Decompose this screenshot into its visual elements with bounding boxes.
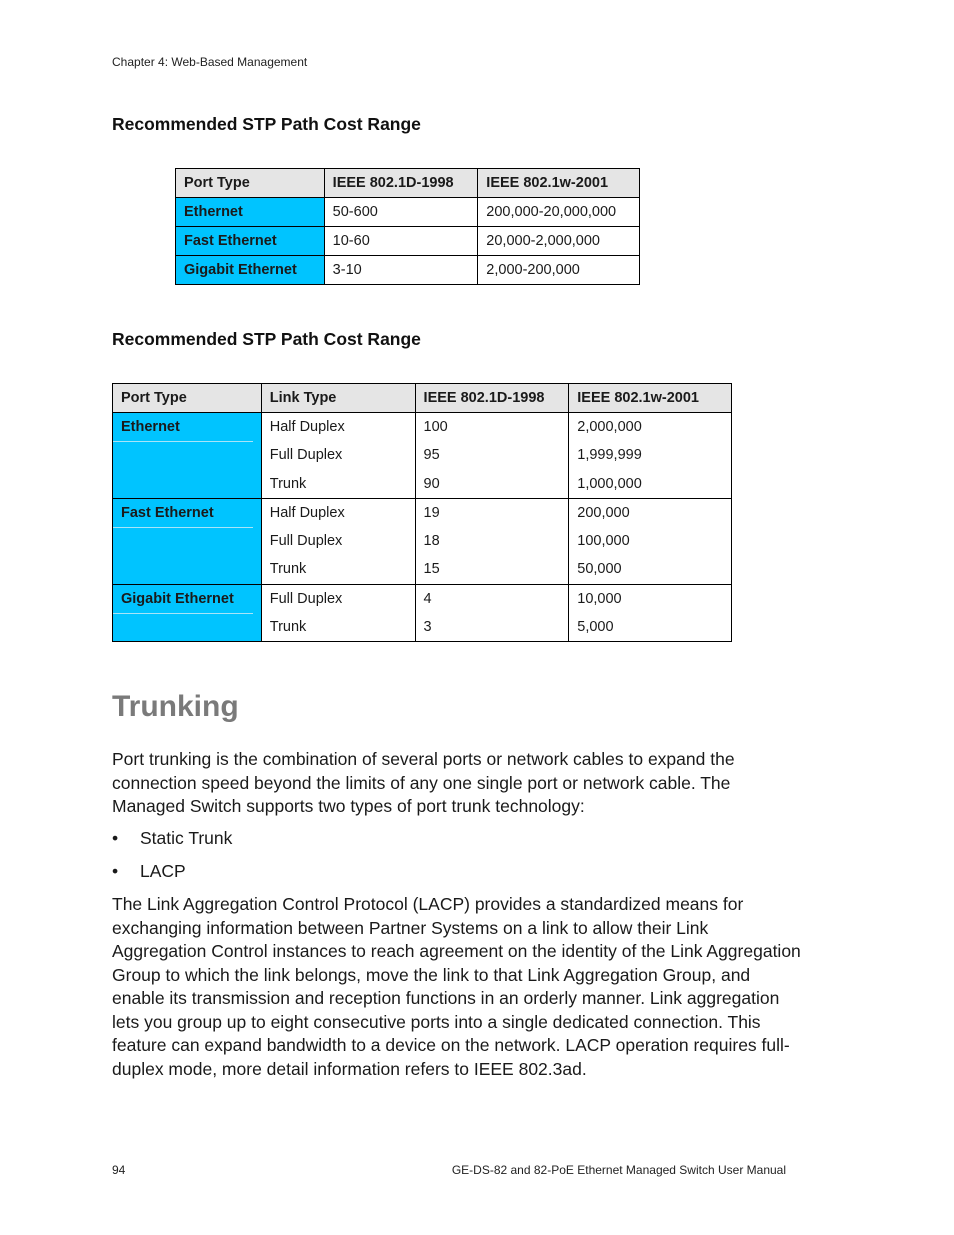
port-type-label: Gigabit Ethernet bbox=[113, 585, 253, 614]
link-type-value: Trunk bbox=[269, 561, 307, 578]
cost-8021w-cell: 20,000-2,000,000 bbox=[478, 227, 640, 256]
col-header-8021w: IEEE 802.1w-2001 bbox=[478, 169, 640, 198]
link-type-value: Full Duplex bbox=[269, 533, 343, 550]
bullet-label: LACP bbox=[140, 861, 186, 881]
link-type-cell bbox=[261, 584, 415, 642]
bullet-label: Static Trunk bbox=[140, 828, 233, 848]
cost-8021d-cell bbox=[415, 584, 569, 642]
cost-8021d-cell bbox=[415, 413, 569, 499]
cost-8021w-cell: 2,000-200,000 bbox=[478, 256, 640, 285]
col-header-link-type: Link Type bbox=[261, 384, 415, 413]
table1-title: Recommended STP Path Cost Range bbox=[112, 114, 421, 134]
page-number: 94 bbox=[112, 1163, 126, 1177]
table-header-row bbox=[113, 384, 732, 413]
cost-8021w-cell bbox=[569, 413, 732, 499]
table-row bbox=[113, 498, 732, 584]
cost-8021d-cell: 3-10 bbox=[324, 256, 478, 285]
port-type-cell bbox=[113, 498, 262, 584]
port-type-cell bbox=[113, 584, 262, 642]
cost-value: 15 bbox=[423, 561, 440, 578]
cost-value: 5,000 bbox=[577, 619, 614, 636]
link-type-cell bbox=[261, 498, 415, 584]
cost-8021d-cell bbox=[415, 498, 569, 584]
cost-value: 10,000 bbox=[577, 590, 622, 607]
port-type-cell: Ethernet bbox=[176, 198, 325, 227]
link-type-value: Trunk bbox=[269, 475, 307, 492]
cost-8021d-cell: 10-60 bbox=[324, 227, 478, 256]
col-header-8021d: IEEE 802.1D-1998 bbox=[324, 169, 478, 198]
trunking-intro-paragraph: Port trunking is the combination of several ports or network cables to expand the connection speed beyond the limits of any one single port or network cable. The Managed Switch supports two types of port trunk technology: bbox=[112, 749, 735, 816]
table-row bbox=[176, 227, 640, 256]
col-header-port-type: Port Type bbox=[113, 384, 262, 413]
table-row bbox=[176, 198, 640, 227]
port-type-label: Fast Ethernet bbox=[113, 499, 253, 528]
bullet-item-lacp bbox=[112, 861, 186, 882]
cost-value: 4 bbox=[423, 590, 432, 607]
col-header-8021d: IEEE 802.1D-1998 bbox=[415, 384, 569, 413]
link-type-value: Half Duplex bbox=[269, 504, 345, 521]
table2-title: Recommended STP Path Cost Range bbox=[112, 329, 421, 349]
table-row bbox=[176, 256, 640, 285]
trunking-heading: Trunking bbox=[112, 690, 239, 723]
cost-value: 1,999,999 bbox=[577, 447, 642, 464]
link-type-value: Half Duplex bbox=[269, 419, 345, 435]
cost-value: 18 bbox=[423, 533, 440, 550]
col-header-port-type: Port Type bbox=[176, 169, 325, 198]
table-row bbox=[113, 584, 732, 642]
lacp-description-paragraph: The Link Aggregation Control Protocol (LACP) provides a standardized means for exchanging information between Partner Systems on a link to allow their Link Aggregation Control instances to reach agreement on the identity of the Link Aggregation Group to which the link belongs, move the link to that Link Aggregation Group, and enable its transmission and reception functions in an orderly manner. Link aggregation lets you group up to eight consecutive ports into a single dedicated connection. This feature can expand bandwidth to a device on the network. LACP operation requires full-duplex mode, more detail information refers to IEEE 802.3ad. bbox=[112, 894, 801, 1079]
table-header-row bbox=[176, 169, 640, 198]
cost-8021w-cell bbox=[569, 584, 732, 642]
link-type-value: Trunk bbox=[269, 619, 307, 636]
cost-value: 3 bbox=[423, 619, 432, 636]
port-type-cell bbox=[113, 413, 262, 499]
port-type-label: Ethernet bbox=[113, 413, 253, 442]
cost-value: 90 bbox=[423, 475, 440, 492]
cost-8021w-cell: 200,000-20,000,000 bbox=[478, 198, 640, 227]
link-type-value: Full Duplex bbox=[269, 590, 343, 607]
stp-cost-table-basic bbox=[175, 168, 640, 285]
port-type-cell: Fast Ethernet bbox=[176, 227, 325, 256]
col-header-8021w: IEEE 802.1w-2001 bbox=[569, 384, 732, 413]
stp-cost-table-by-link bbox=[112, 383, 732, 642]
manual-title: GE-DS-82 and 82-PoE Ethernet Managed Switch User Manual bbox=[451, 1163, 786, 1177]
cost-value: 50,000 bbox=[577, 561, 622, 578]
cost-value: 100,000 bbox=[577, 533, 630, 550]
link-type-cell bbox=[261, 413, 415, 499]
cost-value: 200,000 bbox=[577, 504, 630, 521]
cost-value: 19 bbox=[423, 504, 440, 521]
bullet-icon: • bbox=[112, 861, 119, 881]
cost-value: 95 bbox=[423, 447, 440, 464]
cost-value: 100 bbox=[423, 419, 448, 435]
chapter-header: Chapter 4: Web-Based Management bbox=[112, 55, 308, 69]
bullet-item-static-trunk bbox=[112, 828, 232, 849]
table-row bbox=[113, 413, 732, 499]
cost-8021w-cell bbox=[569, 498, 732, 584]
bullet-icon: • bbox=[112, 828, 119, 848]
cost-8021d-cell: 50-600 bbox=[324, 198, 478, 227]
port-type-cell: Gigabit Ethernet bbox=[176, 256, 325, 285]
cost-value: 2,000,000 bbox=[577, 419, 642, 435]
link-type-value: Full Duplex bbox=[269, 447, 343, 464]
cost-value: 1,000,000 bbox=[577, 475, 642, 492]
